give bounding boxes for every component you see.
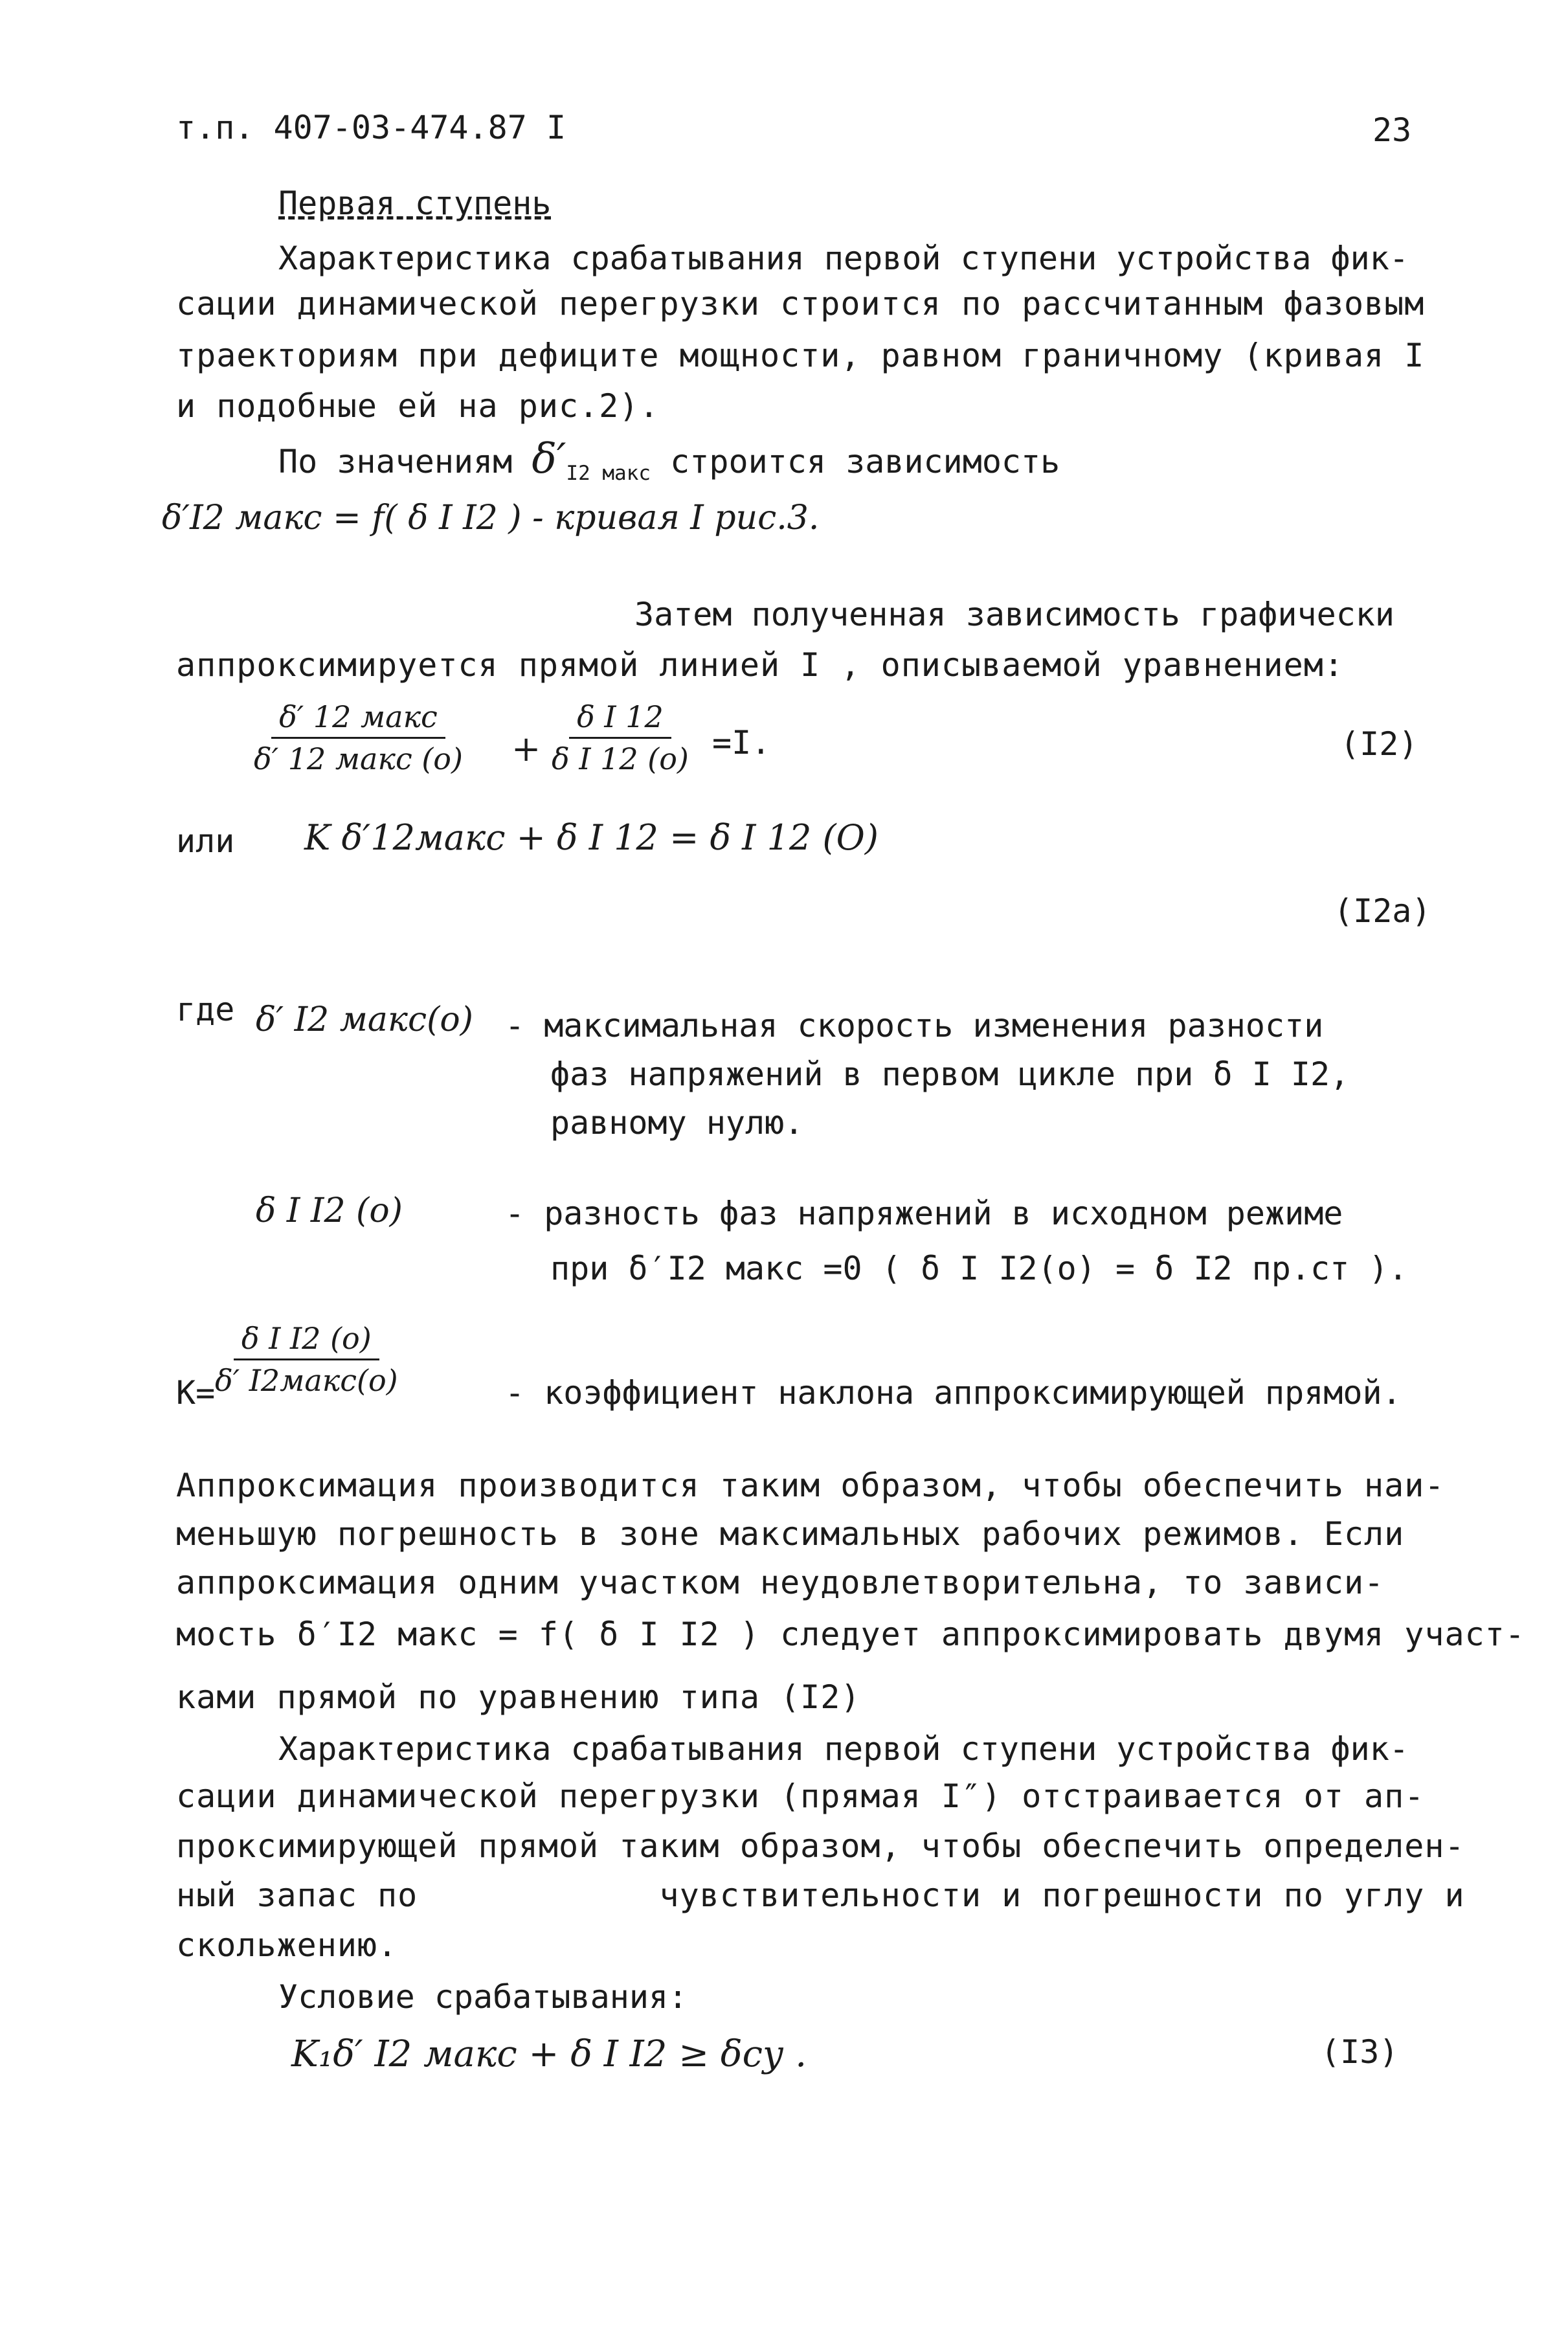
- eq12a-or-word: или: [176, 822, 235, 860]
- eq12-fraction-2: δ I 12 δ I 12 (о): [552, 699, 689, 776]
- paragraph-1-line-2: сации динамической перегрузки строится по рассчитанным фазовым: [176, 285, 1425, 322]
- paragraph-2-line-2: меньшую погрешность в зоне максимальных рабочих режимов. Если: [176, 1515, 1405, 1553]
- eq12-fraction-1: δ′ 12 макс δ′ 12 макс (о): [254, 699, 463, 776]
- eq12-label: (I2): [1340, 725, 1418, 763]
- document-code: т.п. 407-03-474.87 I: [176, 109, 566, 146]
- eq12a-label: (I2a): [1334, 892, 1431, 930]
- eq12-plus: +: [511, 728, 541, 769]
- paragraph-3-line-3: проксимирующей прямой таким образом, чтобы обеспечить определен-: [176, 1827, 1465, 1865]
- definition-1-line-3: равному нулю.: [550, 1104, 804, 1142]
- dependence-line-2: δ′I2 макс = f( δ I I2 ) - кривая I рис.3.: [162, 499, 820, 537]
- paragraph-1-line-3: траекториям при дефиците мощности, равном граничному (кривая I: [176, 337, 1425, 374]
- eq12a-expression: K δ′12макс + δ I 12 = δ I 12 (О): [304, 817, 879, 858]
- paragraph-2-line-1: Аппроксимация производится таким образом, чтобы обеспечить наи-: [176, 1467, 1445, 1504]
- delta-symbol: δ′: [532, 435, 566, 483]
- definition-2-symbol: δ I I2 (о): [256, 1191, 403, 1230]
- definition-3-k-label: K=: [176, 1374, 216, 1412]
- page-number: 23: [1372, 111, 1412, 149]
- eq12-result: =I.: [712, 724, 771, 761]
- condition-label: (I3): [1321, 2033, 1399, 2071]
- definition-1-line-2: фаз напряжений в первом цикле при δ I I2,: [550, 1055, 1350, 1093]
- definition-1-line-1: - максимальная скорость изменения разности: [505, 1007, 1324, 1044]
- where-word: где: [176, 991, 235, 1028]
- approx-intro-line-2: аппроксимируется прямой линией I , описываемой уравнением:: [176, 646, 1344, 684]
- paragraph-2-line-3: аппроксимация одним участком неудовлетворительна, то зависи-: [176, 1564, 1385, 1601]
- section-title: Первая ступень: [278, 185, 552, 222]
- definition-3-text: - коэффициент наклона аппроксимирующей прямой.: [505, 1374, 1402, 1412]
- paragraph-2-line-5: ками прямой по уравнению типа (I2): [176, 1678, 861, 1716]
- condition-expression: K₁δ′ I2 макс + δ I I2 ≥ δсу .: [291, 2033, 807, 2075]
- approx-intro-line-1: Затем полученная зависимость графически: [634, 596, 1394, 633]
- paragraph-1-line-1: Характеристика срабатывания первой ступени устройства фик-: [278, 240, 1409, 277]
- paragraph-2-line-4: мость δ′I2 макс = f( δ I I2 ) следует аппроксимировать двумя участ-: [176, 1616, 1525, 1653]
- condition-title: Условие срабатывания:: [278, 1978, 688, 2016]
- dependence-line-1: По значениям $\delta'_{I2 макс}$ строится зависимость: [278, 435, 1060, 485]
- paragraph-3-line-2: сации динамической перегрузки (прямая I″) отстраивается от ап-: [176, 1777, 1425, 1815]
- definition-2-line-1: - разность фаз напряжений в исходном режиме: [505, 1195, 1343, 1232]
- definition-2-line-2: при δ′I2 макс =0 ( δ I I2(о) = δ I2 пр.ст ).: [550, 1250, 1408, 1287]
- definition-3-fraction: δ I I2 (о) δ′ I2макс(о): [215, 1321, 398, 1398]
- paragraph-1-line-4: и подобные ей на рис.2).: [176, 387, 660, 425]
- paragraph-3-line-5: скольжению.: [176, 1926, 398, 1964]
- paragraph-3-line-4: ный запас по чувствительности и погрешности по углу и: [176, 1877, 1465, 1914]
- definition-1-symbol: δ′ I2 макс(о): [256, 1000, 473, 1039]
- paragraph-3-line-1: Характеристика срабатывания первой ступени устройства фик-: [278, 1730, 1409, 1768]
